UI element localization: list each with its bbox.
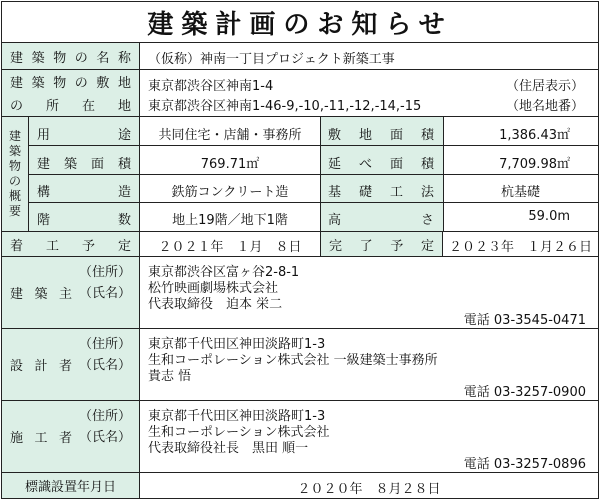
owner-rep: 代表取締役 迫本 栄二 [148,297,283,312]
overview-block [2,117,598,232]
site-area-label: 敷 地 面 積 [328,128,434,143]
start-value: ２０２１年 １月 ８日 [158,240,302,255]
designer-rep: 貴志 悟 [148,369,192,384]
contractor-rep: 代表取締役社長 黒田 順一 [148,441,309,456]
contractor-company: 生和コーポレーション株式会社 [148,425,330,440]
building-name-value: （仮称）神南一丁目プロジェクト新築工事 [148,52,395,67]
floor-area-label: 延 べ 面 積 [328,157,434,172]
designer-name-tag: （氏名） [78,358,131,373]
foundation-value: 杭基礎 [500,185,540,200]
site-label: 建 築 物 の 敷 地 の 所 在 地 [2,70,140,116]
building-name-row [2,43,598,70]
start-label: 着 工 予 定 [2,232,140,256]
building-name-label: 建 築 物 の 名 称 [2,43,140,69]
owner-label-cell [2,257,140,328]
page-title: 建築計画のお知らせ [2,2,598,43]
contractor-label-cell [2,401,140,472]
floors-value: 地上19階／地下1階 [172,213,288,228]
designer-addr-tag: （住所） [78,337,131,352]
structure-label: 構 造 [37,185,131,200]
posted-value: ２０２０年 ８月２８日 [297,482,441,497]
overview-side-label: 建 築 物 の 概 要 [2,117,29,231]
contractor-address: 東京都千代田区神田淡路町1-3 [148,409,326,424]
site-area-value: 1,386.43㎡ [499,128,570,143]
posted-row [2,473,598,498]
site-address-residential: 東京都渋谷区神南1-4 [148,79,274,94]
owner-addr-tag: （住所） [78,265,131,280]
end-value: ２０２３年 １月２６日 [448,240,592,255]
end-label: 完 了 予 定 [320,232,443,256]
designer-label-cell [2,329,140,400]
designer-address: 東京都千代田区神田淡路町1-3 [148,337,326,352]
owner-label: 建 築 主 [10,287,72,302]
building-area-label: 建 築 面 積 [37,157,131,172]
floor-area-value: 7,709.98㎡ [499,157,570,172]
floors-label: 階 数 [37,213,131,228]
designer-phone: 電話 03-3257-0900 [463,385,586,400]
schedule-row [2,232,598,257]
site-address-residential-note: （住居表示） [505,79,584,94]
usage-label: 用 途 [37,128,131,143]
site-address-lot: 東京都渋谷区神南1-46-9,-10,-11,-12,-14,-15 [148,99,422,114]
site-row [2,70,598,117]
posted-label: 標識設置年月日 [2,473,140,498]
contractor-phone: 電話 03-3257-0896 [463,457,586,472]
structure-value: 鉄筋コンクリート造 [171,185,289,200]
contractor-row [2,401,598,473]
designer-company: 生和コーポレーション株式会社 一級建築士事務所 [148,353,438,368]
designer-row [2,329,598,401]
owner-row [2,257,598,329]
building-area-value: 769.71㎡ [200,157,260,172]
site-address-lot-note: （地名地番） [505,99,584,114]
owner-phone: 電話 03-3545-0471 [463,313,586,328]
notice-board [1,1,599,499]
contractor-name-tag: （氏名） [78,430,131,445]
foundation-label: 基 礎 工 法 [328,185,434,200]
owner-company: 松竹映画劇場株式会社 [148,281,279,296]
height-label: 高 さ [328,213,434,228]
usage-value: 共同住宅・店舗・事務所 [158,128,302,143]
contractor-label: 施 工 者 [10,431,72,446]
height-value: 59.0m [528,209,570,224]
contractor-addr-tag: （住所） [78,409,131,424]
owner-name-tag: （氏名） [78,286,131,301]
owner-address: 東京都渋谷区富ヶ谷2-8-1 [148,265,300,280]
designer-label: 設 計 者 [10,359,72,374]
